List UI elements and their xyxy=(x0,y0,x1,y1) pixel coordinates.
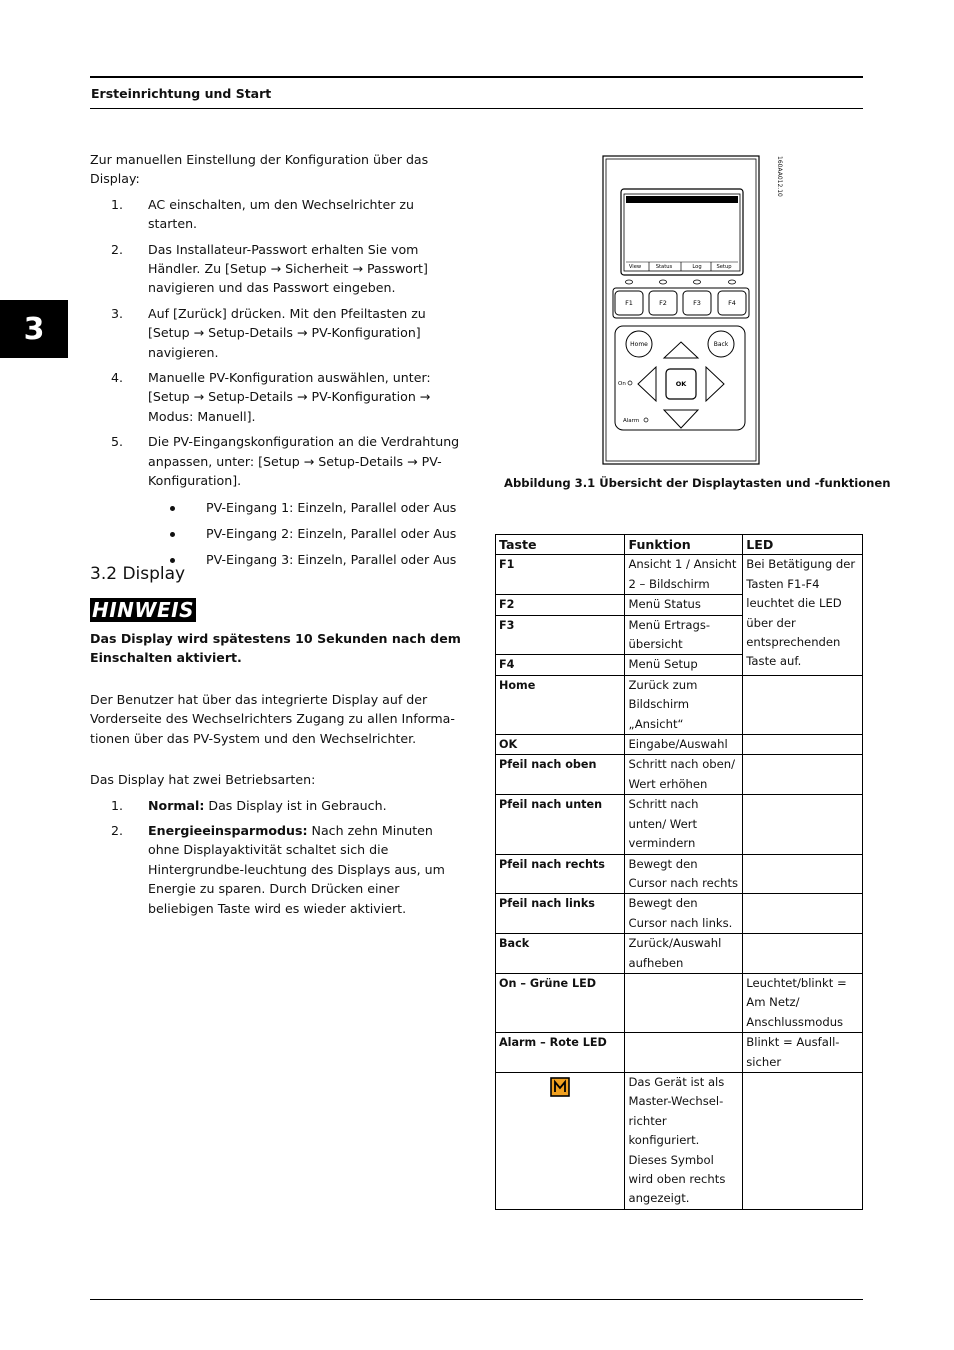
softkey-label: Setup xyxy=(716,264,732,270)
table-row: Pfeil nach rechts Bewegt den Cursor nach rechts xyxy=(496,854,863,894)
footer-rule xyxy=(90,1299,863,1300)
intro-text: Zur manuellen Einstellung der Konfiguration über das Display: xyxy=(90,152,429,187)
led-icon xyxy=(626,280,633,284)
column-header: Taste xyxy=(496,535,625,555)
display-description xyxy=(90,690,462,918)
home-label: Home xyxy=(630,341,648,348)
f2-label: F2 xyxy=(659,299,667,307)
table-row: F2 Menü Status xyxy=(496,595,863,615)
bullet-item: PV-Eingang 1: Einzeln, Parallel oder Aus xyxy=(90,498,462,517)
bullet-icon xyxy=(170,506,175,511)
on-led-icon xyxy=(628,381,632,385)
led-icon xyxy=(694,280,701,284)
key-function-table xyxy=(495,534,863,1210)
mode-item: 2. Energieeinsparmodus: Nach zehn Minuten ohne Displayaktivität schaltet sich die Hintergrundbe-leuchtung des Displays aus, um Energie zu sparen. Durch Drücken einer beliebigen Taste wird es wieder aktiviert. xyxy=(111,823,445,916)
table-row: Das Gerät ist als Master-Wechsel-richter konfiguriert. Dieses Symbol wird oben rechts angezeigt. xyxy=(496,1072,863,1209)
table-row: On – Grüne LED Leuchtet/blinkt = Am Netz/ Anschlussmodus xyxy=(496,973,863,1032)
back-label: Back xyxy=(713,341,729,348)
bullet-item: PV-Eingang 2: Einzeln, Parallel oder Aus xyxy=(90,524,462,543)
bullet-icon xyxy=(170,558,175,563)
table-row: Pfeil nach links Bewegt den Cursor nach links. xyxy=(496,894,863,934)
led-icon xyxy=(660,280,667,284)
step-item: 1. AC einschalten, um den Wechselrichter zu starten. xyxy=(111,196,414,232)
figure-caption: Abbildung 3.1 Übersicht der Displaytasten und -funktionen xyxy=(504,476,891,490)
step-item: 5. Die PV-Eingangskonfiguration an die Verdrahtung anpassen, unter: [Setup → Setup-Details → PV-Konfiguration]. xyxy=(111,434,460,489)
f4-label: F4 xyxy=(728,299,736,307)
step-item: 3. Auf [Zurück] drücken. Mit den Pfeiltasten zu [Setup → Setup-Details → PV-Konfiguration] navigieren. xyxy=(111,305,426,360)
table-row: OK Eingabe/Auswahl xyxy=(496,735,863,755)
table-row: Back Zurück/Auswahl aufheben xyxy=(496,934,863,974)
bullet-icon xyxy=(170,532,175,537)
display-keypad-figure xyxy=(595,152,765,468)
table-header-row xyxy=(496,535,863,555)
arrow-down-icon xyxy=(664,410,698,428)
notice-text: Das Display wird spätestens 10 Sekunden nach dem Einschalten aktiviert. xyxy=(90,631,461,666)
table-row: Pfeil nach unten Schritt nach unten/ Wert vermindern xyxy=(496,795,863,854)
table-row: F1 Ansicht 1 / Ansicht 2 – Bildschirm Bei Betätigung der Tasten F1-F4 leuchtet die LED über der entsprechenden Taste auf. xyxy=(496,555,863,595)
alarm-led-icon xyxy=(644,418,648,422)
arrow-up-icon xyxy=(664,342,698,358)
table-row: F3 Menü Ertrags-übersicht xyxy=(496,615,863,655)
step-item: 4. Manuelle PV-Konfiguration auswählen, unter: [Setup → Setup-Details → PV-Konfiguration → Modus: Manuell]. xyxy=(111,370,431,424)
table-row: Home Zurück zum Bildschirm „Ansicht“ xyxy=(496,675,863,734)
softkey-label: Log xyxy=(692,264,702,270)
bullet-item: PV-Eingang 3: Einzeln, Parallel oder Aus xyxy=(90,550,462,569)
figure-code: 160AA012.10 xyxy=(776,156,783,197)
ok-label: OK xyxy=(675,380,687,388)
notice-label: HINWEIS xyxy=(92,598,194,622)
table-row: F4 Menü Setup xyxy=(496,655,863,675)
step-item: 2. Das Installateur-Passwort erhalten Sie vom Händler. Zu [Setup → Sicherheit → Passwort] navigieren und das Passwort eingeben. xyxy=(111,241,428,296)
master-inverter-icon xyxy=(550,1077,570,1097)
arrow-left-icon xyxy=(638,367,656,401)
table-row: Pfeil nach oben Schritt nach oben/ Wert erhöhen xyxy=(496,755,863,795)
alarm-label: Alarm xyxy=(623,418,640,424)
section-heading: 3.2 Display xyxy=(90,564,186,584)
table-row: Alarm – Rote LED Blinkt = Ausfall-sicher xyxy=(496,1033,863,1073)
arrow-right-icon xyxy=(706,367,724,401)
header-rule-bottom xyxy=(90,108,863,109)
mode-item: 1. Normal: Das Display ist in Gebrauch. xyxy=(111,797,387,813)
led-icon xyxy=(729,280,736,284)
column-header: Funktion xyxy=(625,535,743,555)
f3-label: F3 xyxy=(693,299,701,307)
body-paragraph: Der Benutzer hat über das integrierte Display auf der Vorderseite des Wechselrichters Zugang zu allen Informa-tionen über das PV-System und den Wechselrichter. xyxy=(90,692,455,746)
config-instructions xyxy=(90,150,462,570)
f-keys-led-cell: Bei Betätigung der Tasten F1-F4 leuchtet die LED über der entsprechenden Taste auf. xyxy=(743,555,863,675)
on-label: On xyxy=(618,381,626,387)
running-header: Ersteinrichtung und Start xyxy=(91,86,272,101)
f1-label: F1 xyxy=(625,299,633,307)
softkey-label: View xyxy=(628,264,642,270)
softkey-label: Status xyxy=(655,264,673,270)
column-header: LED xyxy=(743,535,863,555)
header-rule-top xyxy=(90,76,863,78)
modes-intro: Das Display hat zwei Betriebsarten: xyxy=(90,772,316,788)
chapter-tab: 3 xyxy=(0,300,68,358)
